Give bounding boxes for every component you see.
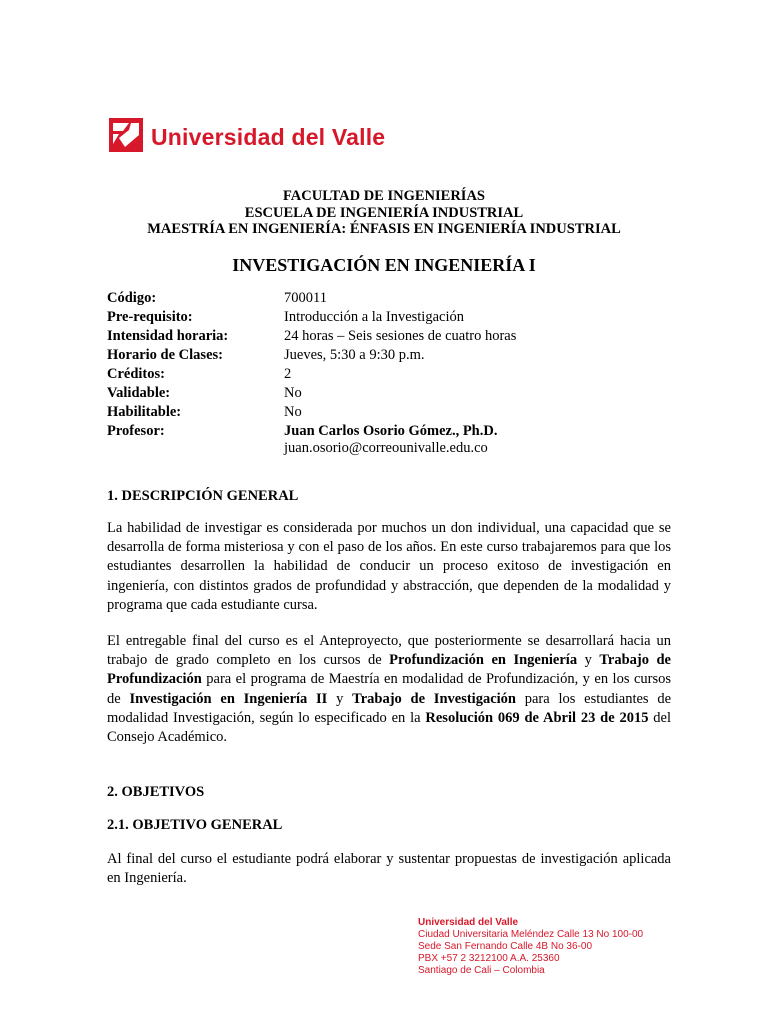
code-label: Código: (107, 290, 157, 306)
univalle-logo-icon (109, 118, 143, 152)
hours-label: Intensidad horaria: (107, 328, 229, 344)
footer-phone: PBX +57 2 3212100 A.A. 25360 (418, 953, 560, 964)
p2-text2: y (577, 652, 600, 669)
professor-label: Profesor: (107, 423, 165, 439)
p2-text5: para los estudiantes de modalidad Investigación, según lo especificado en la (107, 690, 672, 726)
university-name: Universidad del Valle (151, 123, 386, 150)
p2-bold4: Trabajo de Investigación (352, 690, 516, 707)
footer-city: Santiago de Cali – Colombia (418, 965, 545, 976)
credits-value: 2 (284, 366, 292, 382)
section1-heading: 1. DESCRIPCIÓN GENERAL (107, 488, 299, 504)
p2-bold5: Resolución 069 de Abril 23 de 2015 (425, 709, 649, 726)
p2-bold2: Trabajo de Profundización (107, 652, 671, 688)
footer-address1: Ciudad Universitaria Meléndez Calle 13 No 100-00 (418, 929, 644, 940)
section1-paragraph2 (107, 632, 671, 747)
university-logo (109, 118, 385, 152)
credits-label: Créditos: (107, 366, 165, 382)
footer-university-name: Universidad del Valle (418, 917, 519, 928)
schedule-value: Jueves, 5:30 a 9:30 p.m. (284, 347, 425, 363)
p2-text4: y (327, 690, 353, 707)
p2-bold3: Investigación en Ingeniería II (129, 690, 328, 707)
professor-email[interactable]: juan.osorio@correounivalle.edu.co (284, 440, 488, 456)
faculty-heading: FACULTAD DE INGENIERÍAS (283, 188, 485, 204)
school-heading: ESCUELA DE INGENIERÍA INDUSTRIAL (244, 205, 524, 221)
schedule-label: Horario de Clases: (107, 347, 223, 363)
validable-value: No (284, 385, 302, 401)
code-value: 700011 (284, 290, 327, 306)
section1-paragraph1: La habilidad de investigar es considerada por muchos un don individual, una capacidad que se desarrolla de forma misteriosa y con el paso de los años. En este curso trabajaremos para que los estudiantes desarrollen la habilidad de conducir un proceso exitoso de investigación en ingeniería, con distintos grados de profundidad y abstracción, que dependen de la modalidad y programa que cada estudiante cursa. (107, 520, 671, 613)
habilitable-label: Habilitable: (107, 404, 182, 420)
p2-text1: El entregable final del curso es el Anteproyecto, que posteriormente se desarrollará hacia un trabajo de grado completo en los cursos de (107, 633, 671, 669)
p2-bold1: Profundización en Ingeniería (389, 652, 578, 669)
habilitable-value: No (284, 404, 302, 420)
validable-label: Validable: (107, 385, 171, 401)
professor-name: Juan Carlos Osorio Gómez., Ph.D. (284, 423, 498, 439)
p2-text3: para el programa de Maestría en modalidad de Profundización, y en los cursos de (107, 671, 671, 707)
prereq-label: Pre-requisito: (107, 309, 193, 325)
footer-address2: Sede San Fernando Calle 4B No 36-00 (418, 941, 593, 952)
section2-heading: 2. OBJETIVOS (107, 784, 205, 800)
program-heading: MAESTRÍA EN INGENIERÍA: ÉNFASIS EN INGENIERÍA INDUSTRIAL (147, 221, 621, 237)
course-title: INVESTIGACIÓN EN INGENIERÍA I (232, 255, 536, 275)
section2-subheading: 2.1. OBJETIVO GENERAL (107, 817, 283, 833)
prereq-value: Introducción a la Investigación (284, 309, 464, 325)
section2-paragraph: Al final del curso el estudiante podrá elaborar y sustentar propuestas de investigación aplicada en Ingeniería. (107, 851, 671, 887)
hours-value: 24 horas – Seis sesiones de cuatro horas (284, 328, 517, 344)
p2-text6: del Consejo Académico. (107, 709, 671, 746)
